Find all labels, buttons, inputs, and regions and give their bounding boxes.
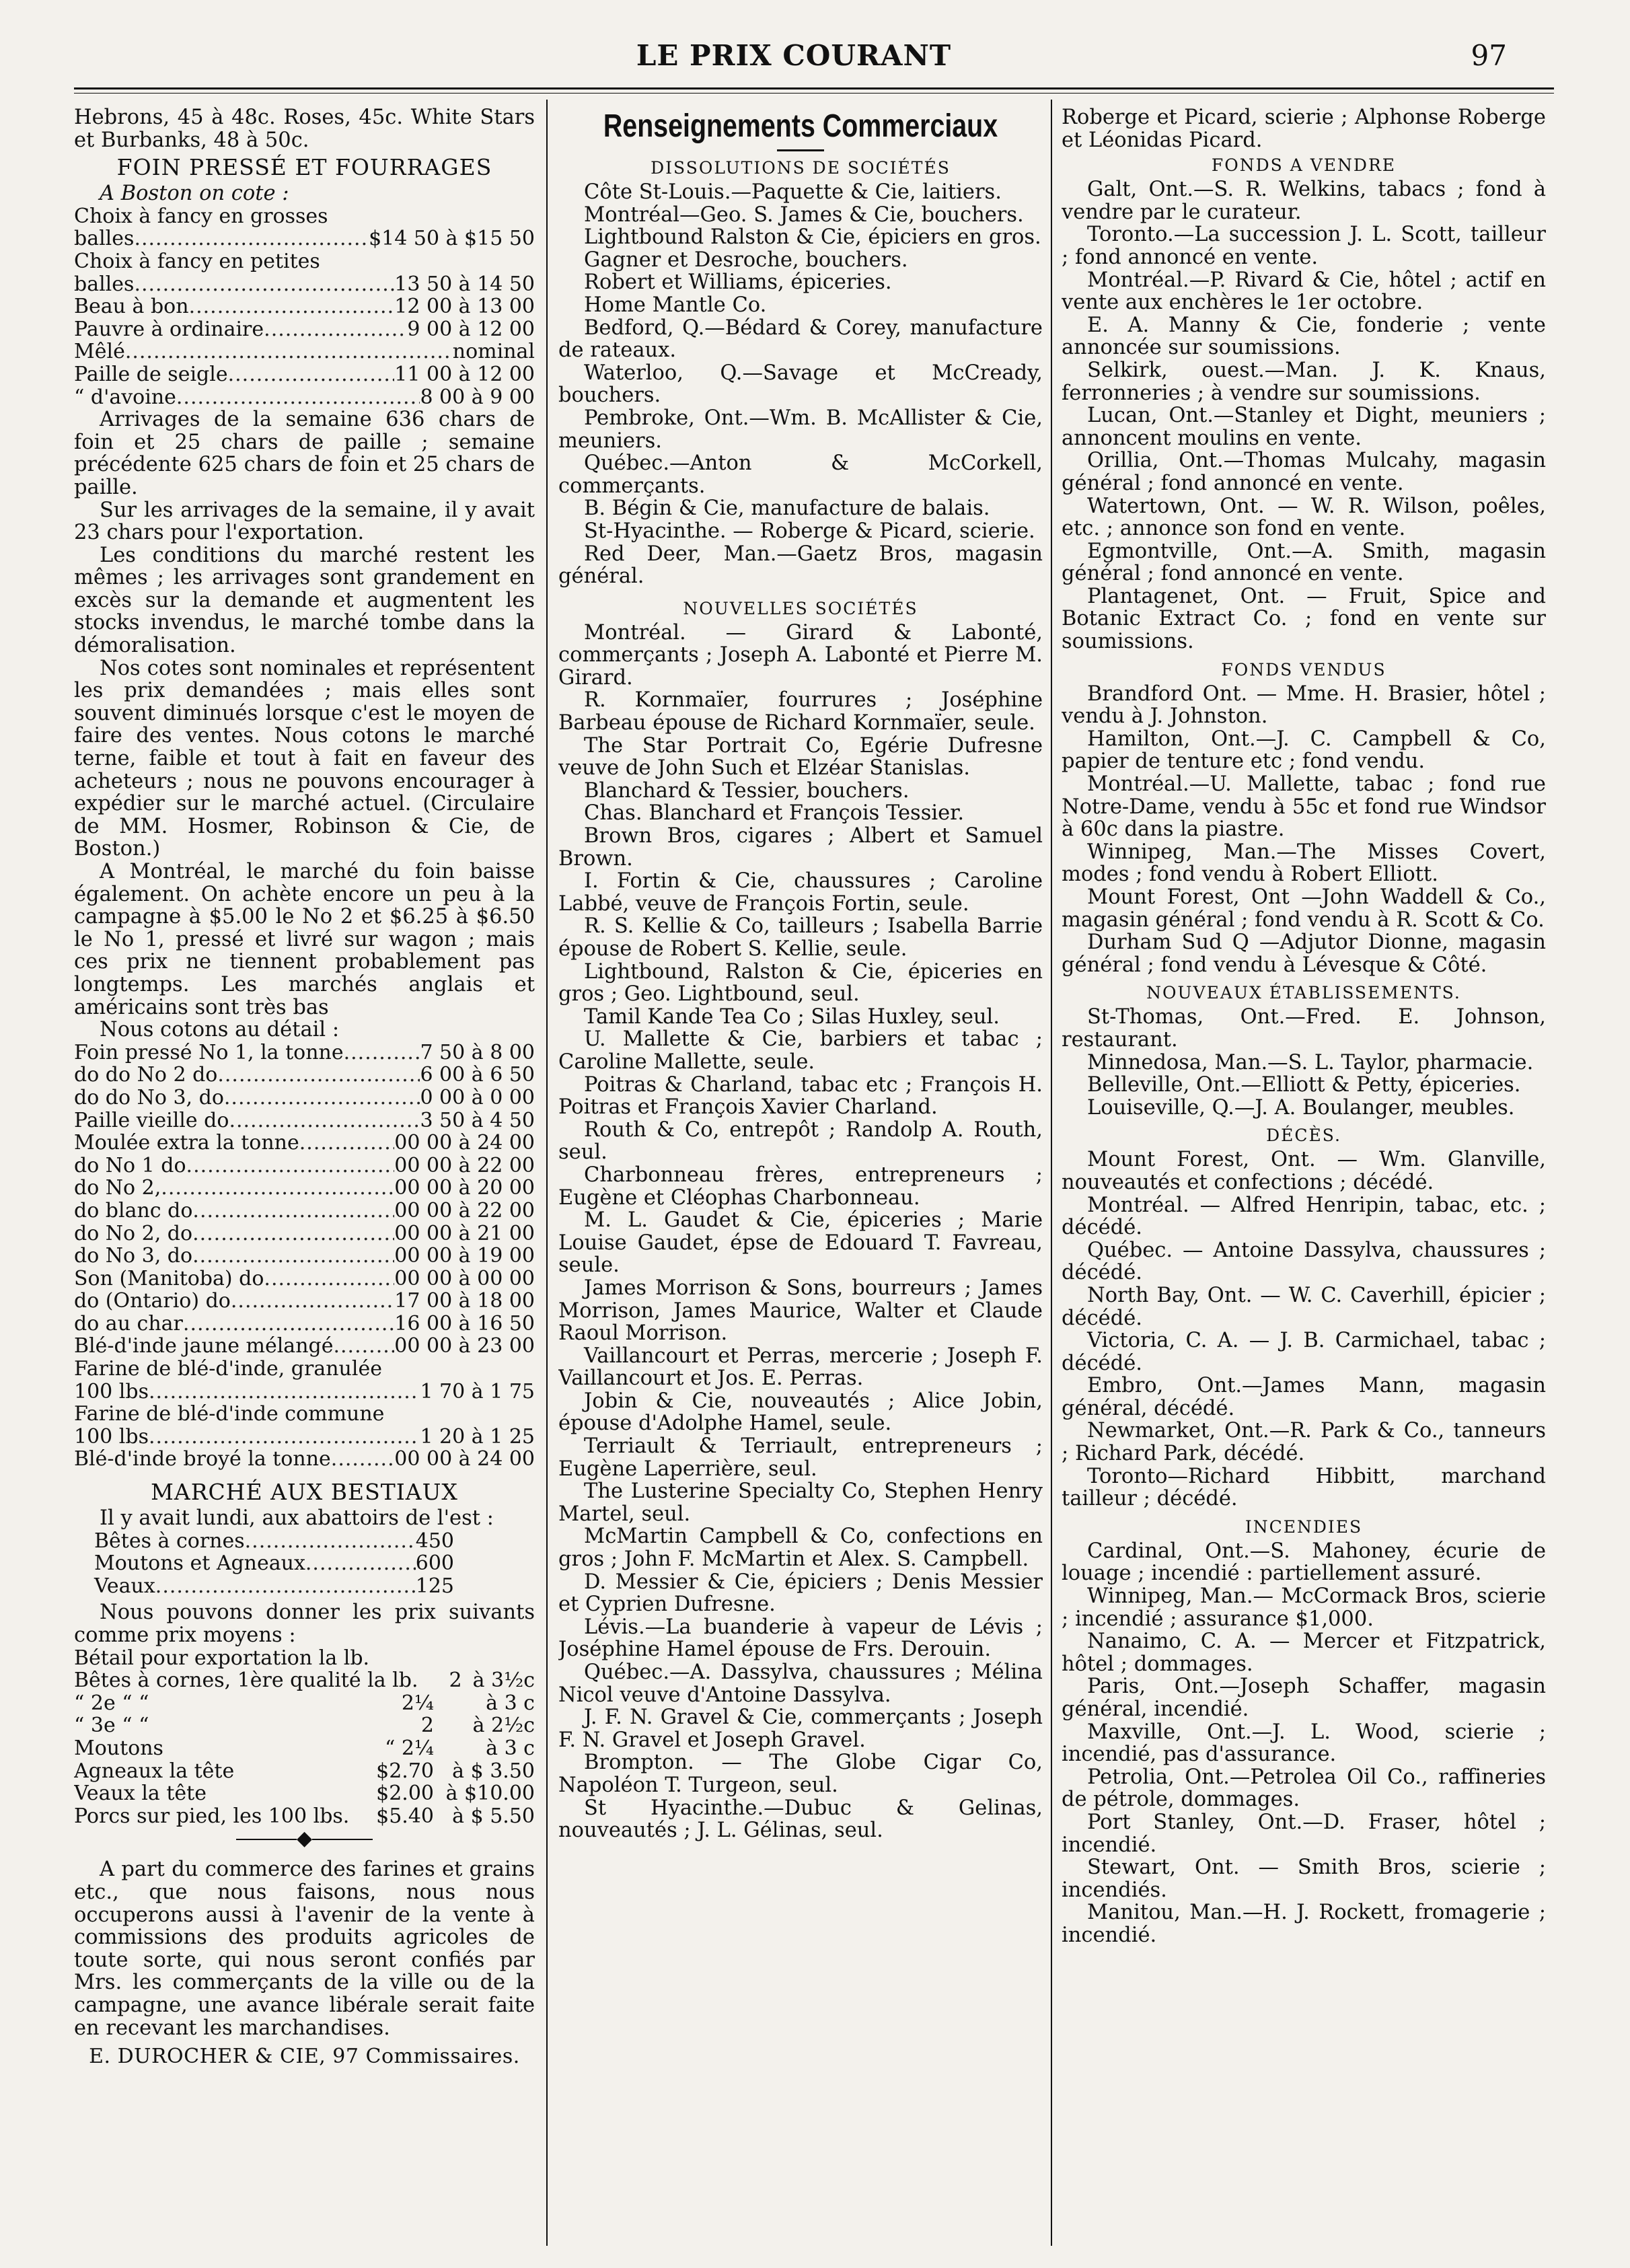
deces-entry: Embro, Ont.—James Mann, magasin général, décédé. [1062, 1374, 1546, 1420]
nouvelle-societe-entry: Brompton. — The Globe Cigar Co, Napoléon T. Turgeon, seul. [558, 1751, 1043, 1797]
livestock-price-row [74, 1760, 535, 1783]
nouvelle-societe-entry: Vaillancourt et Perras, mercerie ; Joseph F. Vaillancourt et Jos. E. Perras. [558, 1344, 1043, 1391]
column-divider-1 [546, 100, 548, 2246]
fonds-a-vendre-entry: Plantagenet, Ont. — Fruit, Spice and Botanic Extract Co. ; fond en vente sur soumissions. [1062, 584, 1546, 654]
continued-entry [1062, 106, 1546, 151]
row-low: 2 [449, 1669, 462, 1693]
deces-entry: Mount Forest, Ont. — Wm. Glanville, nouveautés et confections ; décédé. [1062, 1148, 1546, 1194]
nouvelles-list [558, 622, 1043, 1842]
dissolution-entry: Québec.—Anton & McCorkell, commerçants. [558, 451, 1043, 498]
row-label: “ 2e “ “ [74, 1691, 149, 1715]
livestock-price-row [74, 1692, 535, 1715]
leader-dots [149, 1381, 420, 1403]
incendies-list [1062, 1540, 1546, 1947]
nouvelle-societe-entry: Terriault & Terriault, entrepreneurs ; Eugène Laperrière, seul. [558, 1434, 1043, 1481]
header-rule [74, 87, 1554, 89]
nouvelle-societe-entry: Montréal. — Girard & Labonté, commerçants ; Joseph A. Labonté et Pierre M. Girard. [558, 620, 1043, 690]
row-value: 7 50 à 8 00 [420, 1040, 535, 1064]
journal-title: LE PRIX COURANT [636, 39, 952, 72]
row-value: 00 00 à 00 00 [394, 1266, 535, 1290]
nouvelle-societe-entry: Lévis.—La buanderie à vapeur de Lévis ; Joséphine Hamel épouse de Frs. Derouin. [558, 1615, 1043, 1662]
livestock-price-row [74, 1782, 535, 1805]
retail-price-row [74, 1109, 535, 1132]
closing-notice: A part du commerce des farines et grains etc., que nous faisons, nous nous occuperons aussi à l'avenir de la vente à commissions des produits agricoles de toute sorte, qui nous seront confiés par Mrs. les commerçants de la ville ou de la campagne, une avance libérale serait faite en recevant les marchandises. [74, 1858, 535, 2040]
price-row [74, 318, 535, 341]
row-value: 8 00 à 9 00 [420, 385, 535, 409]
section-title: Renseignements Commerciaux [603, 108, 998, 144]
price-row [74, 227, 535, 250]
row-label: do do No 3, do [74, 1085, 224, 1109]
row-label: Moutons et Agneaux [94, 1551, 305, 1576]
incendie-entry: Winnipeg, Man.— McCormack Bros, scierie ; incendié ; assurance $1,000. [1062, 1584, 1546, 1631]
row-label: balles [74, 272, 135, 296]
fonds-a-vendre-entry: Toronto.—La succession J. L. Scott, tailleur ; fond annoncé en vente. [1062, 223, 1546, 269]
nouvelle-societe-entry: I. Fortin & Cie, chaussures ; Caroline Labbé, veuve de François Fortin, seule. [558, 869, 1043, 916]
row-label: Agneaux la tête [74, 1759, 235, 1783]
leader-dots [192, 1245, 394, 1268]
nouvelle-societe-entry: D. Messier & Cie, épiciers ; Denis Messier et Cyprien Dufresne. [558, 1570, 1043, 1617]
row-value: 17 00 à 18 00 [394, 1289, 535, 1313]
row-value: 00 00 à 21 00 [394, 1221, 535, 1245]
page-header [81, 39, 1507, 79]
retail-price-table [74, 1041, 535, 1471]
nouvelle-societe-entry: Lightbound, Ralston & Cie, épiceries en gros ; Geo. Lightbound, seul. [558, 959, 1043, 1007]
retail-price-row [74, 1313, 535, 1336]
livestock-price-table [74, 1647, 535, 1828]
nouvelle-societe-entry: J. F. N. Gravel & Cie, commerçants ; Joseph F. N. Gravel et Joseph Gravel. [558, 1706, 1043, 1752]
nouvelle-societe-entry: Blanchard & Tessier, bouchers. [584, 778, 910, 803]
price-row [74, 250, 535, 273]
row-low: 2 [420, 1714, 434, 1738]
row-label: do No 3, do [74, 1244, 193, 1268]
livestock-price-row [74, 1714, 535, 1737]
prix-moyens-intro: Nous pouvons donner les prix suivants comme prix moyens : [74, 1601, 535, 1647]
bestiaux-heading: MARCHÉ AUX BESTIAUX [151, 1479, 458, 1506]
leader-dots [228, 363, 395, 386]
row-low: “ 2¼ [384, 1736, 434, 1760]
fonds-vendu-entry: Mount Forest, Ont —John Waddell & Co., magasin général ; fond vendu à R. Scott & Co. [1062, 885, 1546, 932]
incendie-entry: Cardinal, Ont.—S. Mahoney, écurie de louage ; incendié : partiellement assuré. [1062, 1539, 1546, 1586]
dissolution-entry: Gagner et Desroche, bouchers. [584, 248, 908, 272]
row-value: 13 50 à 14 50 [394, 272, 535, 296]
incendie-entry: Port Stanley, Ont.—D. Fraser, hôtel ; incendié. [1062, 1810, 1546, 1857]
fonds-a-vendre-entry: Orillia, Ont.—Thomas Mulcahy, magasin général ; fond annoncé en vente. [1062, 449, 1546, 495]
row-value: 00 00 à 24 00 [394, 1447, 535, 1471]
leader-dots [224, 1087, 420, 1109]
nouvelle-societe-entry: Routh & Co, entrepôt ; Randolp A. Routh, seul. [558, 1118, 1043, 1165]
hay-price-list [74, 205, 535, 408]
row-value: 00 00 à 24 00 [394, 1131, 535, 1155]
fonds-a-vendre-entry: E. A. Manny & Cie, fonderie ; vente annoncée sur soumissions. [1062, 313, 1546, 360]
fonds-a-vendre-entry: Lucan, Ont.—Stanley et Dight, meuniers ; annoncent moulins en vente. [1062, 404, 1546, 450]
row-value: 1 20 à 1 25 [420, 1424, 535, 1449]
nouvelle-societe-entry: Charbonneau frères, entrepreneurs ; Eugène et Cléophas Charbonneau. [558, 1163, 1043, 1210]
row-label: “ 3e “ “ [74, 1714, 149, 1738]
column-renseignements [558, 106, 1043, 2246]
row-label: Mêlé [74, 340, 125, 364]
row-label: Pauvre à ordinaire [74, 317, 264, 341]
fonds-a-vendre-list [1062, 178, 1546, 653]
retail-price-row [74, 1155, 535, 1177]
ornament-divider: ―――◆――― [235, 1827, 373, 1851]
row-label: do No 2, do [74, 1221, 193, 1245]
fonds-vendu-entry: Montréal.—U. Mallette, tabac ; fond rue Notre-Dame, vendu à 55c et fond rue Windsor à 60c dans la piastre. [1062, 772, 1546, 842]
dissolution-entry: Bedford, Q.—Bédard & Corey, manufacture de rateaux. [558, 316, 1043, 363]
leader-dots [264, 318, 407, 341]
foin-heading: FOIN PRESSÉ ET FOURRAGES [116, 154, 492, 181]
fonds-vendus-heading: FONDS VENDUS [1221, 659, 1386, 680]
row-label: Farine de blé-d'inde, granulée [74, 1357, 382, 1381]
row-high: à $10.00 [445, 1782, 535, 1806]
fonds-a-vendre-entry: Montréal.—P. Rivard & Cie, hôtel ; actif en vente aux enchères le 1er octobre. [1062, 268, 1546, 315]
dissolution-entry: Montréal—Geo. S. James & Cie, bouchers. [584, 203, 1024, 227]
nouvelle-societe-entry: James Morrison & Sons, bourreurs ; James Morrison, James Maurice, Walter et Claude Raoul Morrison. [558, 1276, 1043, 1346]
retail-price-row [74, 1335, 535, 1358]
row-label: Choix à fancy en petites [74, 249, 320, 273]
row-label: Beau à bon [74, 295, 189, 319]
leader-dots [125, 340, 453, 363]
row-label: Paille vieille do [74, 1108, 229, 1132]
row-label: do blanc do [74, 1198, 193, 1222]
title-rule [777, 149, 824, 151]
row-label: do au char [74, 1311, 183, 1336]
boston-line: A Boston on cote : [100, 182, 289, 206]
incendies-heading: INCENDIES [1245, 1516, 1363, 1537]
detail-intro: Nous cotons au détail : [100, 1018, 340, 1042]
row-label: Blé-d'inde jaune mélangé [74, 1334, 334, 1358]
fonds-a-vendre-entry: Selkirk, ouest.—Man. J. K. Knaus, ferronneries ; à vendre sur soumissions. [1062, 358, 1546, 405]
fonds-vendu-entry: Hamilton, Ont.—J. C. Campbell & Co, papier de tenture etc ; fond vendu. [1062, 727, 1546, 774]
nouvelle-societe-entry: St Hyacinthe.—Dubuc & Gelinas, nouveautés ; J. L. Gélinas, seul. [558, 1796, 1043, 1843]
column-divider-2 [1051, 100, 1052, 2246]
retail-price-row [74, 1064, 535, 1087]
deces-list [1062, 1148, 1546, 1510]
deces-entry: Victoria, C. A. — J. B. Carmichael, tabac ; décédé. [1062, 1329, 1546, 1375]
leader-dots [331, 1448, 394, 1471]
incendie-entry: Paris, Ont.—Joseph Schaffer, magasin général, incendié. [1062, 1675, 1546, 1721]
row-label: Blé-d'inde broyé la tonne [74, 1447, 331, 1471]
leader-dots [176, 386, 420, 409]
commentary-paragraph: Sur les arrivages de la semaine, il y avait 23 chars pour l'exportation. [74, 498, 535, 545]
dissolution-entry: Red Deer, Man.—Gaetz Bros, magasin général. [558, 542, 1043, 589]
row-label: Paille de seigle [74, 362, 228, 386]
fonds-vendu-entry: Durham Sud Q —Adjutor Dionne, magasin général ; fond vendu à Lévesque & Côté. [1062, 930, 1546, 977]
dissolution-entry: Home Mantle Co. [584, 293, 767, 317]
leader-dots [192, 1200, 394, 1222]
retail-price-row [74, 1222, 535, 1245]
row-high: à 3½c [472, 1669, 535, 1693]
dissolution-entry: Lightbound Ralston & Cie, épiciers en gros. [584, 225, 1041, 250]
row-label: 100 lbs [74, 1424, 149, 1449]
retail-price-row [74, 1426, 535, 1449]
leader-dots [161, 1177, 394, 1200]
nouvel-etablissement-entry: Minnedosa, Man.—S. L. Taylor, pharmacie. [1087, 1050, 1534, 1074]
fonds-vendu-entry: Winnipeg, Man.—The Misses Covert, modes ; fond vendu à Robert Elliott. [1062, 840, 1546, 887]
leader-dots [264, 1268, 394, 1290]
nouvelle-societe-entry: R. Kornmaïer, fourrures ; Joséphine Barbeau épouse de Richard Kornmaïer, seule. [558, 688, 1043, 735]
deces-heading: DÉCÈS. [1266, 1126, 1341, 1146]
row-value: $14 50 à $15 50 [369, 227, 535, 251]
nouvelle-societe-entry: R. S. Kellie & Co, tailleurs ; Isabella Barrie épouse de Robert S. Kellie, seule. [558, 914, 1043, 961]
price-row [74, 295, 535, 318]
livestock-count-row [94, 1552, 454, 1575]
header-rule-thin [74, 93, 1554, 94]
row-label: Son (Manitoba) do [74, 1266, 264, 1290]
row-high: à $ 3.50 [452, 1759, 535, 1783]
leader-dots [183, 1313, 394, 1336]
leader-dots [299, 1132, 395, 1155]
fonds-vendre-heading: FONDS A VENDRE [1211, 155, 1397, 176]
nouvelle-societe-entry: The Star Portrait Co, Egérie Dufresne veuve de John Such et Elzéar Stanislas. [558, 733, 1043, 780]
row-label: Choix à fancy en grosses [74, 204, 328, 228]
nouvelle-societe-entry: U. Mallette & Cie, barbiers et tabac ; Caroline Mallette, seule. [558, 1027, 1043, 1074]
livestock-price-row [74, 1647, 535, 1670]
nouvelle-societe-entry: M. L. Gaudet & Cie, épiceries ; Marie Louise Gaudet, épse de Edouard T. Favreau, seule. [558, 1208, 1043, 1278]
row-label: do No 1 do [74, 1153, 186, 1177]
row-high: à $ 5.50 [452, 1804, 535, 1828]
row-label: Bêtes à cornes, 1ère qualité la lb. [74, 1669, 418, 1693]
row-label: do do No 2 do [74, 1063, 218, 1087]
row-value: 3 50 à 4 50 [420, 1108, 535, 1132]
livestock-count-row [94, 1530, 454, 1553]
row-value: 11 00 à 12 00 [394, 362, 535, 386]
fonds-a-vendre-entry: Watertown, Ont. — W. R. Wilson, poêles, etc. ; annonce son fond en vente. [1062, 494, 1546, 541]
deces-entry: Toronto—Richard Hibbitt, marchand tailleur ; décédé. [1062, 1464, 1546, 1511]
nouveaux-list [1062, 1006, 1546, 1119]
nouvelle-societe-entry: The Lusterine Specialty Co, Stephen Henry Martel, seul. [558, 1479, 1043, 1526]
row-label: 100 lbs [74, 1379, 149, 1403]
retail-price-row [74, 1448, 535, 1471]
row-label: Veaux [94, 1574, 155, 1598]
leader-dots [186, 1155, 395, 1177]
row-label: Moulée extra la tonne [74, 1131, 299, 1155]
livestock-price-row [74, 1737, 535, 1760]
nouvelle-societe-entry: McMartin Campbell & Co, confections en gros ; John F. McMartin et Alex. S. Campbell. [558, 1525, 1043, 1572]
row-value: 6 00 à 6 50 [420, 1063, 535, 1087]
commentary-paragraph: Nos cotes sont nominales et représentent les prix demandées ; mais elles sont souvent diminués lorsque c'est le moyen de faire des ventes. Nous cotons le marché terne, faible et tout à fait en faveur des acheteurs ; nous ne pouvons encourager à expédier sur le marché actuel. (Circulaire de MM. Hosmer, Robinson & Cie, de Boston.) [74, 656, 535, 861]
row-high: à 3 c [486, 1736, 535, 1760]
nouvelle-societe-entry: Tamil Kande Tea Co ; Silas Huxley, seul. [584, 1004, 1000, 1029]
leader-dots [149, 1426, 420, 1449]
retail-price-row [74, 1132, 535, 1155]
incendie-entry: Petrolia, Ont.—Petrolea Oil Co., raffineries de pétrole, dommages. [1062, 1765, 1546, 1812]
leader-dots [134, 227, 369, 250]
fonds-vendus-list [1062, 683, 1546, 977]
dissolution-entry: Côte St-Louis.—Paquette & Cie, laitiers. [584, 180, 1002, 204]
row-high: à 3 c [486, 1691, 535, 1715]
retail-price-row [74, 1177, 535, 1200]
retail-price-row [74, 1403, 535, 1426]
price-row [74, 386, 535, 409]
leader-dots [333, 1335, 394, 1358]
nouvelle-societe-entry: Poitras & Charland, tabac etc ; François H. Poitras et François Xavier Charland. [558, 1072, 1043, 1120]
row-value: 00 00 à 22 00 [394, 1153, 535, 1177]
retail-price-row [74, 1268, 535, 1290]
bestiaux-intro: Il y avait lundi, aux abattoirs de l'est : [100, 1506, 494, 1531]
retail-price-row [74, 1358, 535, 1381]
retail-price-row [74, 1245, 535, 1268]
deces-entry: Newmarket, Ont.—R. Park & Co., tanneurs ; Richard Park, décédé. [1062, 1419, 1546, 1466]
price-row [74, 273, 535, 296]
nouvelle-societe-entry: Jobin & Cie, nouveautés ; Alice Jobin, épouse d'Adolphe Hamel, seule. [558, 1389, 1043, 1436]
deces-entry: North Bay, Ont. — W. C. Caverhill, épicier ; décédé. [1062, 1283, 1546, 1330]
incendie-entry: Stewart, Ont. — Smith Bros, scierie ; incendiés. [1062, 1856, 1546, 1902]
commentary-paragraph: Arrivages de la semaine 636 chars de foin et 25 chars de paille ; semaine précédente 625 chars de foin et 25 chars de paille. [74, 408, 535, 499]
row-label: Porcs sur pied, les 100 lbs. [74, 1804, 350, 1828]
nouvel-etablissement-entry: Louiseville, Q.—J. A. Boulanger, meubles. [1087, 1095, 1515, 1120]
row-low [373, 1647, 434, 1670]
leader-dots [189, 295, 395, 318]
row-value: 600 [415, 1551, 454, 1576]
retail-price-row [74, 1087, 535, 1109]
column-market-prices [74, 106, 535, 2246]
livestock-counts [74, 1530, 535, 1598]
dissolution-entry: Waterloo, Q.—Savage et McCready, bouchers. [558, 361, 1043, 408]
row-label: balles [74, 227, 135, 251]
row-label: do No 2, [74, 1176, 161, 1200]
deces-entry: Montréal. — Alfred Henripin, tabac, etc. ; décédé. [1062, 1193, 1546, 1240]
row-high [434, 1647, 535, 1670]
nouvelle-societe-entry: Chas. Blanchard et François Tessier. [584, 801, 965, 826]
price-row [74, 340, 535, 363]
leader-dots [155, 1575, 416, 1598]
row-value: 0 00 à 0 00 [420, 1085, 535, 1109]
row-label: “ d'avoine [74, 385, 176, 409]
retail-price-row [74, 1290, 535, 1313]
row-value: 9 00 à 12 00 [407, 317, 535, 341]
row-low: $2.70 [376, 1759, 434, 1783]
leader-dots [217, 1064, 420, 1087]
row-value: 1 70 à 1 75 [420, 1379, 535, 1403]
dissolutions-list [558, 181, 1043, 588]
row-label: Bêtes à cornes [94, 1529, 245, 1553]
row-low: 2¼ [401, 1691, 434, 1715]
dissolution-entry: Robert et Williams, épiceries. [584, 270, 892, 295]
signature-durocher: E. DUROCHER & CIE, 97 Commissaires. [89, 2045, 520, 2069]
deces-entry: Québec. — Antoine Dassylva, chaussures ; décédé. [1062, 1238, 1546, 1285]
livestock-price-row [74, 1669, 535, 1692]
nouvelle-societe-entry: Brown Bros, cigares ; Albert et Samuel Brown. [558, 824, 1043, 871]
row-value: nominal [452, 340, 535, 364]
fonds-a-vendre-entry: Egmontville, Ont.—A. Smith, magasin général ; fond annoncé en vente. [1062, 539, 1546, 586]
dissolutions-heading: DISSOLUTIONS DE SOCIÉTÉS [651, 158, 951, 178]
nouvelle-societe-entry: Québec.—A. Dassylva, chaussures ; Mélina Nicol veuve d'Antoine Dassylva. [558, 1660, 1043, 1707]
leader-dots [245, 1530, 416, 1553]
row-high: à 2½c [472, 1714, 535, 1738]
fonds-a-vendre-entry: Galt, Ont.—S. R. Welkins, tabacs ; fond à vendre par le curateur. [1062, 178, 1546, 224]
row-value: 00 00 à 19 00 [394, 1244, 535, 1268]
incendie-entry: Maxville, Ont.—J. L. Wood, scierie ; incendié, pas d'assurance. [1062, 1720, 1546, 1767]
notice-entry: Roberge et Picard, scierie ; Alphonse Roberge et Léonidas Picard. [1062, 106, 1546, 152]
nouvel-etablissement-entry: St-Thomas, Ont.—Fred. E. Johnson, restaurant. [1062, 1005, 1546, 1052]
row-value: 00 00 à 23 00 [394, 1334, 535, 1358]
row-low: $2.00 [376, 1782, 434, 1806]
price-row [74, 205, 535, 228]
leader-dots [134, 273, 394, 296]
leader-dots [229, 1109, 420, 1132]
dissolution-entry: Pembroke, Ont.—Wm. B. McAllister & Cie, meuniers. [558, 406, 1043, 453]
dissolution-entry: St-Hyacinthe. — Roberge & Picard, scierie. [584, 519, 1035, 543]
retail-price-row [74, 1200, 535, 1222]
nouvelles-heading: NOUVELLES SOCIÉTÉS [683, 598, 918, 618]
retail-price-row [74, 1041, 535, 1064]
row-value: 125 [415, 1574, 454, 1598]
leader-dots [192, 1222, 394, 1245]
page-number: 97 [1471, 39, 1507, 72]
row-label: Veaux la tête [74, 1782, 207, 1806]
row-label: Moutons [74, 1736, 163, 1760]
incendie-entry: Manitou, Man.—H. J. Rockett, fromagerie ; incendié. [1062, 1901, 1546, 1947]
row-label: Farine de blé-d'inde commune [74, 1402, 385, 1426]
row-value: 00 00 à 22 00 [394, 1198, 535, 1222]
row-value: 12 00 à 13 00 [394, 295, 535, 319]
livestock-count-row [94, 1575, 454, 1598]
nouveaux-heading: NOUVEAUX ÉTABLISSEMENTS. [1146, 983, 1461, 1003]
market-commentary [74, 408, 535, 1019]
livestock-price-row [74, 1805, 535, 1828]
row-low: $5.40 [376, 1804, 434, 1828]
leader-dots [231, 1290, 394, 1313]
nouvel-etablissement-entry: Belleville, Ont.—Elliott & Petty, épiceries. [1087, 1073, 1521, 1097]
row-label: Foin pressé No 1, la tonne [74, 1040, 344, 1064]
potato-prices-text: Hebrons, 45 à 48c. Roses, 45c. White Stars et Burbanks, 48 à 50c. [74, 106, 535, 152]
row-value: 16 00 à 16 50 [394, 1311, 535, 1336]
row-label: Bétail pour exportation la lb. [74, 1646, 370, 1670]
commentary-paragraph: A Montréal, le marché du foin baisse également. On achète encore un peu à la campagne à $5.00 le No 2 et $6.25 à $6.50 le No 1, pressé et livré sur wagon ; mais ces prix ne tiennent probablement pas longtemps. Les marchés anglais et américains sont très bas [74, 860, 535, 1019]
row-label: do (Ontario) do [74, 1289, 231, 1313]
commentary-paragraph: Les conditions du marché restent les mêmes ; les arrivages sont grandement en excès sur la demande et augmentent les stocks invendus, le marché tombe dans la démoralisation. [74, 543, 535, 658]
fonds-vendu-entry: Brandford Ont. — Mme. H. Brasier, hôtel ; vendu à J. Johnston. [1062, 682, 1546, 729]
retail-price-row [74, 1381, 535, 1403]
dissolution-entry: B. Bégin & Cie, manufacture de balais. [584, 497, 990, 521]
row-value: 450 [415, 1529, 454, 1553]
incendie-entry: Nanaimo, C. A. — Mercer et Fitzpatrick, hôtel ; dommages. [1062, 1630, 1546, 1676]
price-row [74, 363, 535, 386]
leader-dots [344, 1041, 420, 1064]
row-value: 00 00 à 20 00 [394, 1176, 535, 1200]
column-commercial-notices [1062, 106, 1546, 2246]
leader-dots [305, 1552, 416, 1575]
